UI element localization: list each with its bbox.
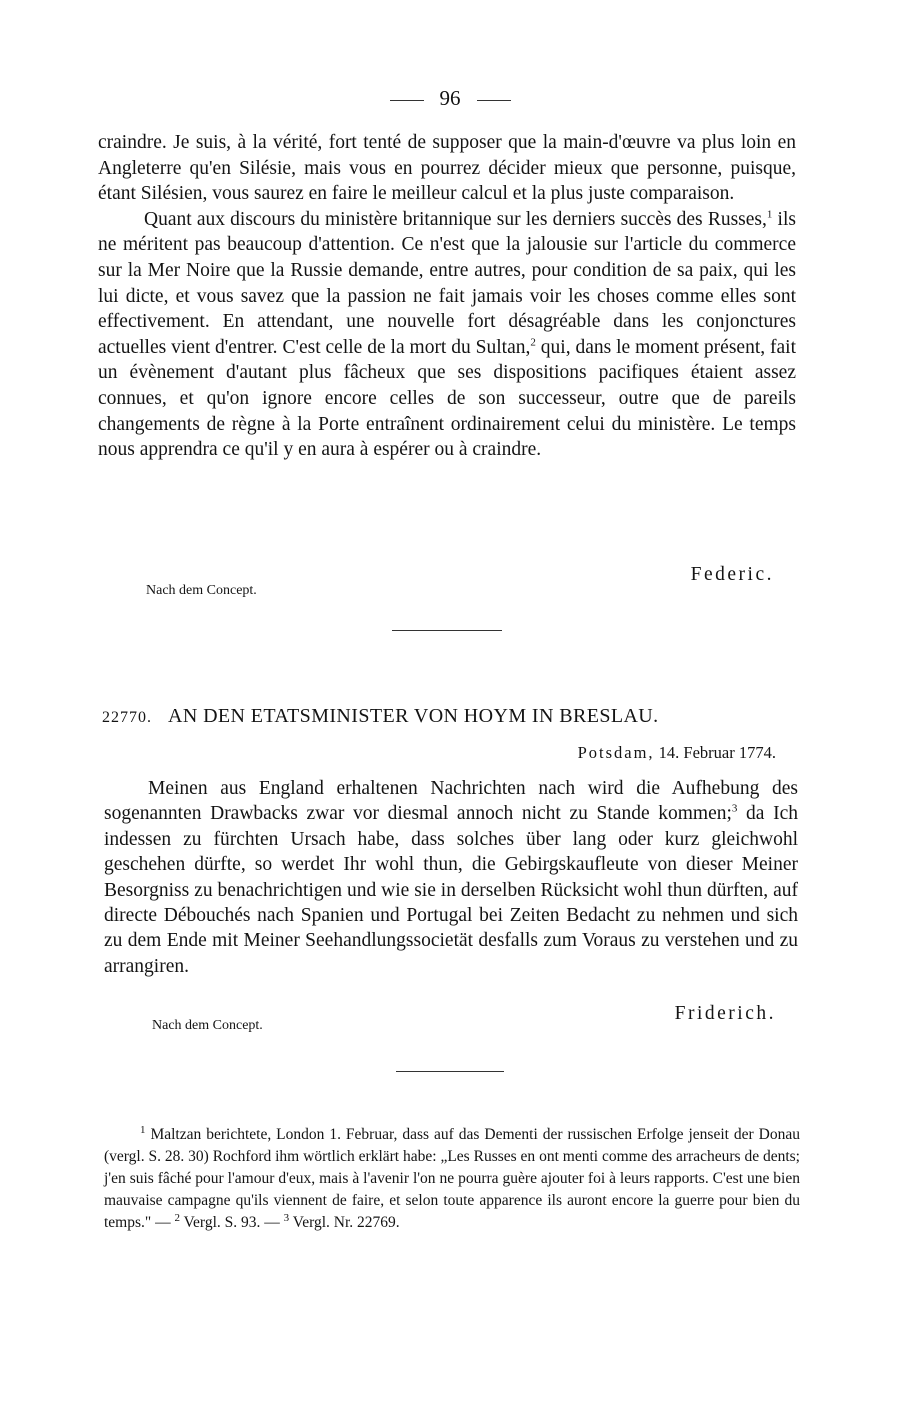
- paragraph-2-part-c: qui, dans le moment présent, fait un évènement d'autant plus fâcheux que ses dispositions pacifiques étaient assez connues, et qu'on ignore encore celles de son successeur, outre que de pareils changements de règne à la Porte entraînent ordinairement celui du ministère. Le temps nous apprendra ce qu'il y en aura à espérer ou à craindre.: [98, 336, 797, 461]
- header-dash-right: [477, 100, 511, 101]
- letter-text-part-b: da Ich indessen zu fürchten Ursach habe, dass solches über lang oder kurz gleichwohl geschehen dürfte, so werdet Ihr wohl thun, die Gebirgskaufleute von dieser Meiner Besorgniss zu benachrichtigen und wie sie in derselben Rücksicht wohl thun dürften, auf directe Débouchés nach Spanien und Portugal bei Zeiten Bedacht zu nehmen und sich zu dem Ende mit Meiner Seehandlungssocietät desfalls zum Voraus zu verstehen und zu arrangiren.: [104, 803, 798, 977]
- letter-body: [104, 776, 798, 979]
- footnote-paragraph: [104, 1124, 800, 1234]
- section-divider-2: [396, 1071, 504, 1072]
- letter-heading: [102, 705, 798, 728]
- paragraph-2-part-a: Quant aux discours du ministère britannique sur les derniers succès des Russes,: [144, 208, 767, 230]
- paragraph-2-part-b: ils ne méritent pas beaucoup d'attention. Ce n'est que la jalousie sur l'article du commerce sur la Mer Noire que la Russie demande, entre autres, pour condition de sa paix, qui les lui dicte, et vous savez que la passion ne fait jamais voir les choses comme elles sont effectivement. En attendant, une nouvelle fort désagréable dans les conjonctures actuelles vient d'entrer. C'est celle de la mort du Sultan,: [98, 208, 796, 358]
- footnote-text-2: Vergl. S. 93. —: [179, 1214, 284, 1231]
- letter-paragraph: [104, 776, 798, 979]
- page-number: 96: [439, 86, 461, 110]
- letter-title: AN DEN ETATSMINISTER VON HOYM IN BRESLAU.: [168, 705, 659, 727]
- paragraph-1: craindre. Je suis, à la vérité, fort tenté de supposer que la main-d'œuvre va plus loin en Angleterre qu'en Silésie, mais vous en pourrez décider mieux que personne, puisque, étant Silésien, vous saurez en faire le meilleur calcul et la plus juste comparaison.: [98, 132, 796, 205]
- footnote-mark-3: 3: [283, 1211, 290, 1224]
- footnote-text-1: Maltzan berichtete, London 1. Februar, dass auf das Dementi der russischen Erfolge jenseit der Donau (vergl. S. 28. 30) Rochford ihm wörtlich erklärt habe: „Les Russes en ont menti comme des arracheurs de dents; j'en suis fâché pour l'amour d'eux, mais à l'avenir l'on ne pourra guère ajouter foi à leurs rapports. C'est une bien mauvaise campagne qu'ils viennent de faire, et selon toute apparence ils auront encore la guerre pour bien du temps." —: [104, 1126, 800, 1231]
- header-dash-left: [390, 100, 424, 101]
- paragraph-2: [98, 207, 796, 463]
- section-divider-1: [392, 630, 502, 631]
- source-note-2: Nach dem Concept.: [152, 1018, 263, 1033]
- footnote-ref-3: 3: [731, 802, 738, 815]
- place-date-line: [578, 743, 776, 763]
- page-header: [0, 86, 900, 111]
- continued-letter-text: [98, 130, 796, 463]
- letter-date: 14. Februar 1774.: [658, 743, 776, 762]
- letter-number: 22770.: [102, 709, 152, 726]
- letter-text-part-a: Meinen aus England erhaltenen Nachrichten nach wird die Aufhebung des sogenannten Drawbacks zwar vor diesmal annoch nicht zu Stande kommen;: [104, 778, 798, 825]
- letter-place: Potsdam,: [577, 743, 655, 762]
- signature-friderich: Friderich.: [674, 1003, 776, 1024]
- footnote-ref-1: 1: [766, 208, 773, 221]
- source-note-1: Nach dem Concept.: [146, 583, 257, 598]
- footnotes: [104, 1124, 800, 1234]
- footnote-mark-2: 2: [174, 1211, 180, 1224]
- footnote-text-3: Vergl. Nr. 22769.: [289, 1214, 400, 1231]
- footnote-ref-2: 2: [530, 336, 536, 349]
- signature-federic: Federic.: [690, 564, 774, 585]
- footnote-mark-1: 1: [140, 1123, 146, 1136]
